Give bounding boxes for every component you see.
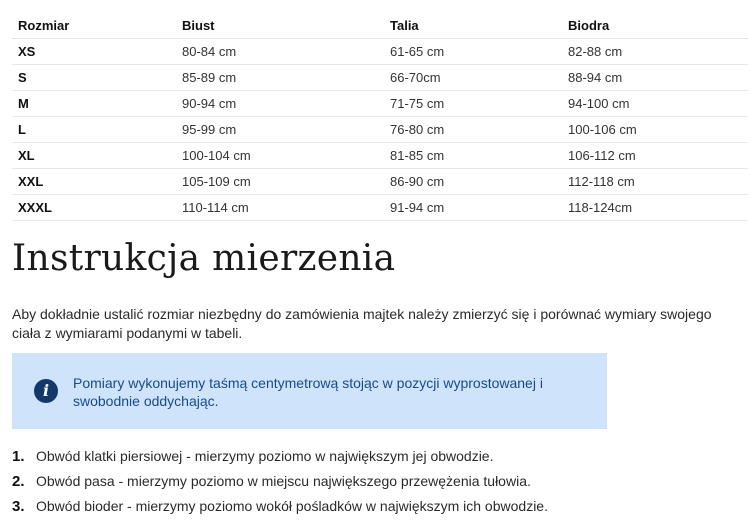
list-item: [12, 470, 548, 495]
step-text: Obwód pasa - mierzymy poziomo w miejscu największego przewężenia tułowia.: [36, 473, 531, 489]
column-header-size: Rozmiar: [12, 12, 176, 39]
size-cell: XXL: [12, 169, 176, 195]
waist-cell: 81-85 cm: [384, 143, 562, 169]
section-heading: Instrukcja mierzenia: [12, 238, 396, 279]
size-cell: XS: [12, 39, 176, 65]
size-chart-table: [12, 12, 748, 221]
waist-cell: 86-90 cm: [384, 169, 562, 195]
list-item: [12, 445, 548, 470]
table-row: [12, 91, 748, 117]
hips-cell: 112-118 cm: [562, 169, 748, 195]
size-cell: L: [12, 117, 176, 143]
bust-cell: 85-89 cm: [176, 65, 384, 91]
column-header-hips: Biodra: [562, 12, 748, 39]
info-callout: [12, 353, 607, 429]
step-text: Obwód bioder - mierzymy poziomo wokół pośladków w największym ich obwodzie.: [36, 498, 548, 514]
table-row: [12, 143, 748, 169]
size-cell: XL: [12, 143, 176, 169]
step-number: 2.: [12, 473, 25, 490]
hips-cell: 82-88 cm: [562, 39, 748, 65]
bust-cell: 100-104 cm: [176, 143, 384, 169]
waist-cell: 76-80 cm: [384, 117, 562, 143]
hips-cell: 100-106 cm: [562, 117, 748, 143]
size-cell: M: [12, 91, 176, 117]
hips-cell: 106-112 cm: [562, 143, 748, 169]
bust-cell: 95-99 cm: [176, 117, 384, 143]
hips-cell: 94-100 cm: [562, 91, 748, 117]
waist-cell: 61-65 cm: [384, 39, 562, 65]
table-row: [12, 65, 748, 91]
waist-cell: 71-75 cm: [384, 91, 562, 117]
bust-cell: 105-109 cm: [176, 169, 384, 195]
bust-cell: 90-94 cm: [176, 91, 384, 117]
size-cell: S: [12, 65, 176, 91]
bust-cell: 80-84 cm: [176, 39, 384, 65]
table-row: [12, 39, 748, 65]
step-number: 1.: [12, 448, 25, 465]
column-header-bust: Biust: [176, 12, 384, 39]
step-number: 3.: [12, 498, 25, 515]
hips-cell: 88-94 cm: [562, 65, 748, 91]
list-item: [12, 495, 548, 520]
intro-paragraph: Aby dokładnie ustalić rozmiar niezbędny do zamówienia majtek należy zmierzyć się i porównać wymiary swojego ciała z wymiarami podanymi w tabeli.: [12, 306, 712, 341]
waist-cell: 91-94 cm: [384, 195, 562, 221]
measurement-steps-list: [12, 445, 548, 520]
info-icon: i: [34, 379, 58, 403]
size-cell: XXXL: [12, 195, 176, 221]
table-row: [12, 195, 748, 221]
column-header-waist: Talia: [384, 12, 562, 39]
waist-cell: 66-70cm: [384, 65, 562, 91]
bust-cell: 110-114 cm: [176, 195, 384, 221]
hips-cell: 118-124cm: [562, 195, 748, 221]
step-text: Obwód klatki piersiowej - mierzymy poziomo w największym jej obwodzie.: [36, 448, 494, 464]
table-row: [12, 117, 748, 143]
table-row: [12, 169, 748, 195]
info-callout-text: Pomiary wykonujemy taśmą centymetrową stojąc w pozycji wyprostowanej i swobodnie oddychając.: [73, 375, 543, 409]
table-header-row: [12, 12, 748, 39]
